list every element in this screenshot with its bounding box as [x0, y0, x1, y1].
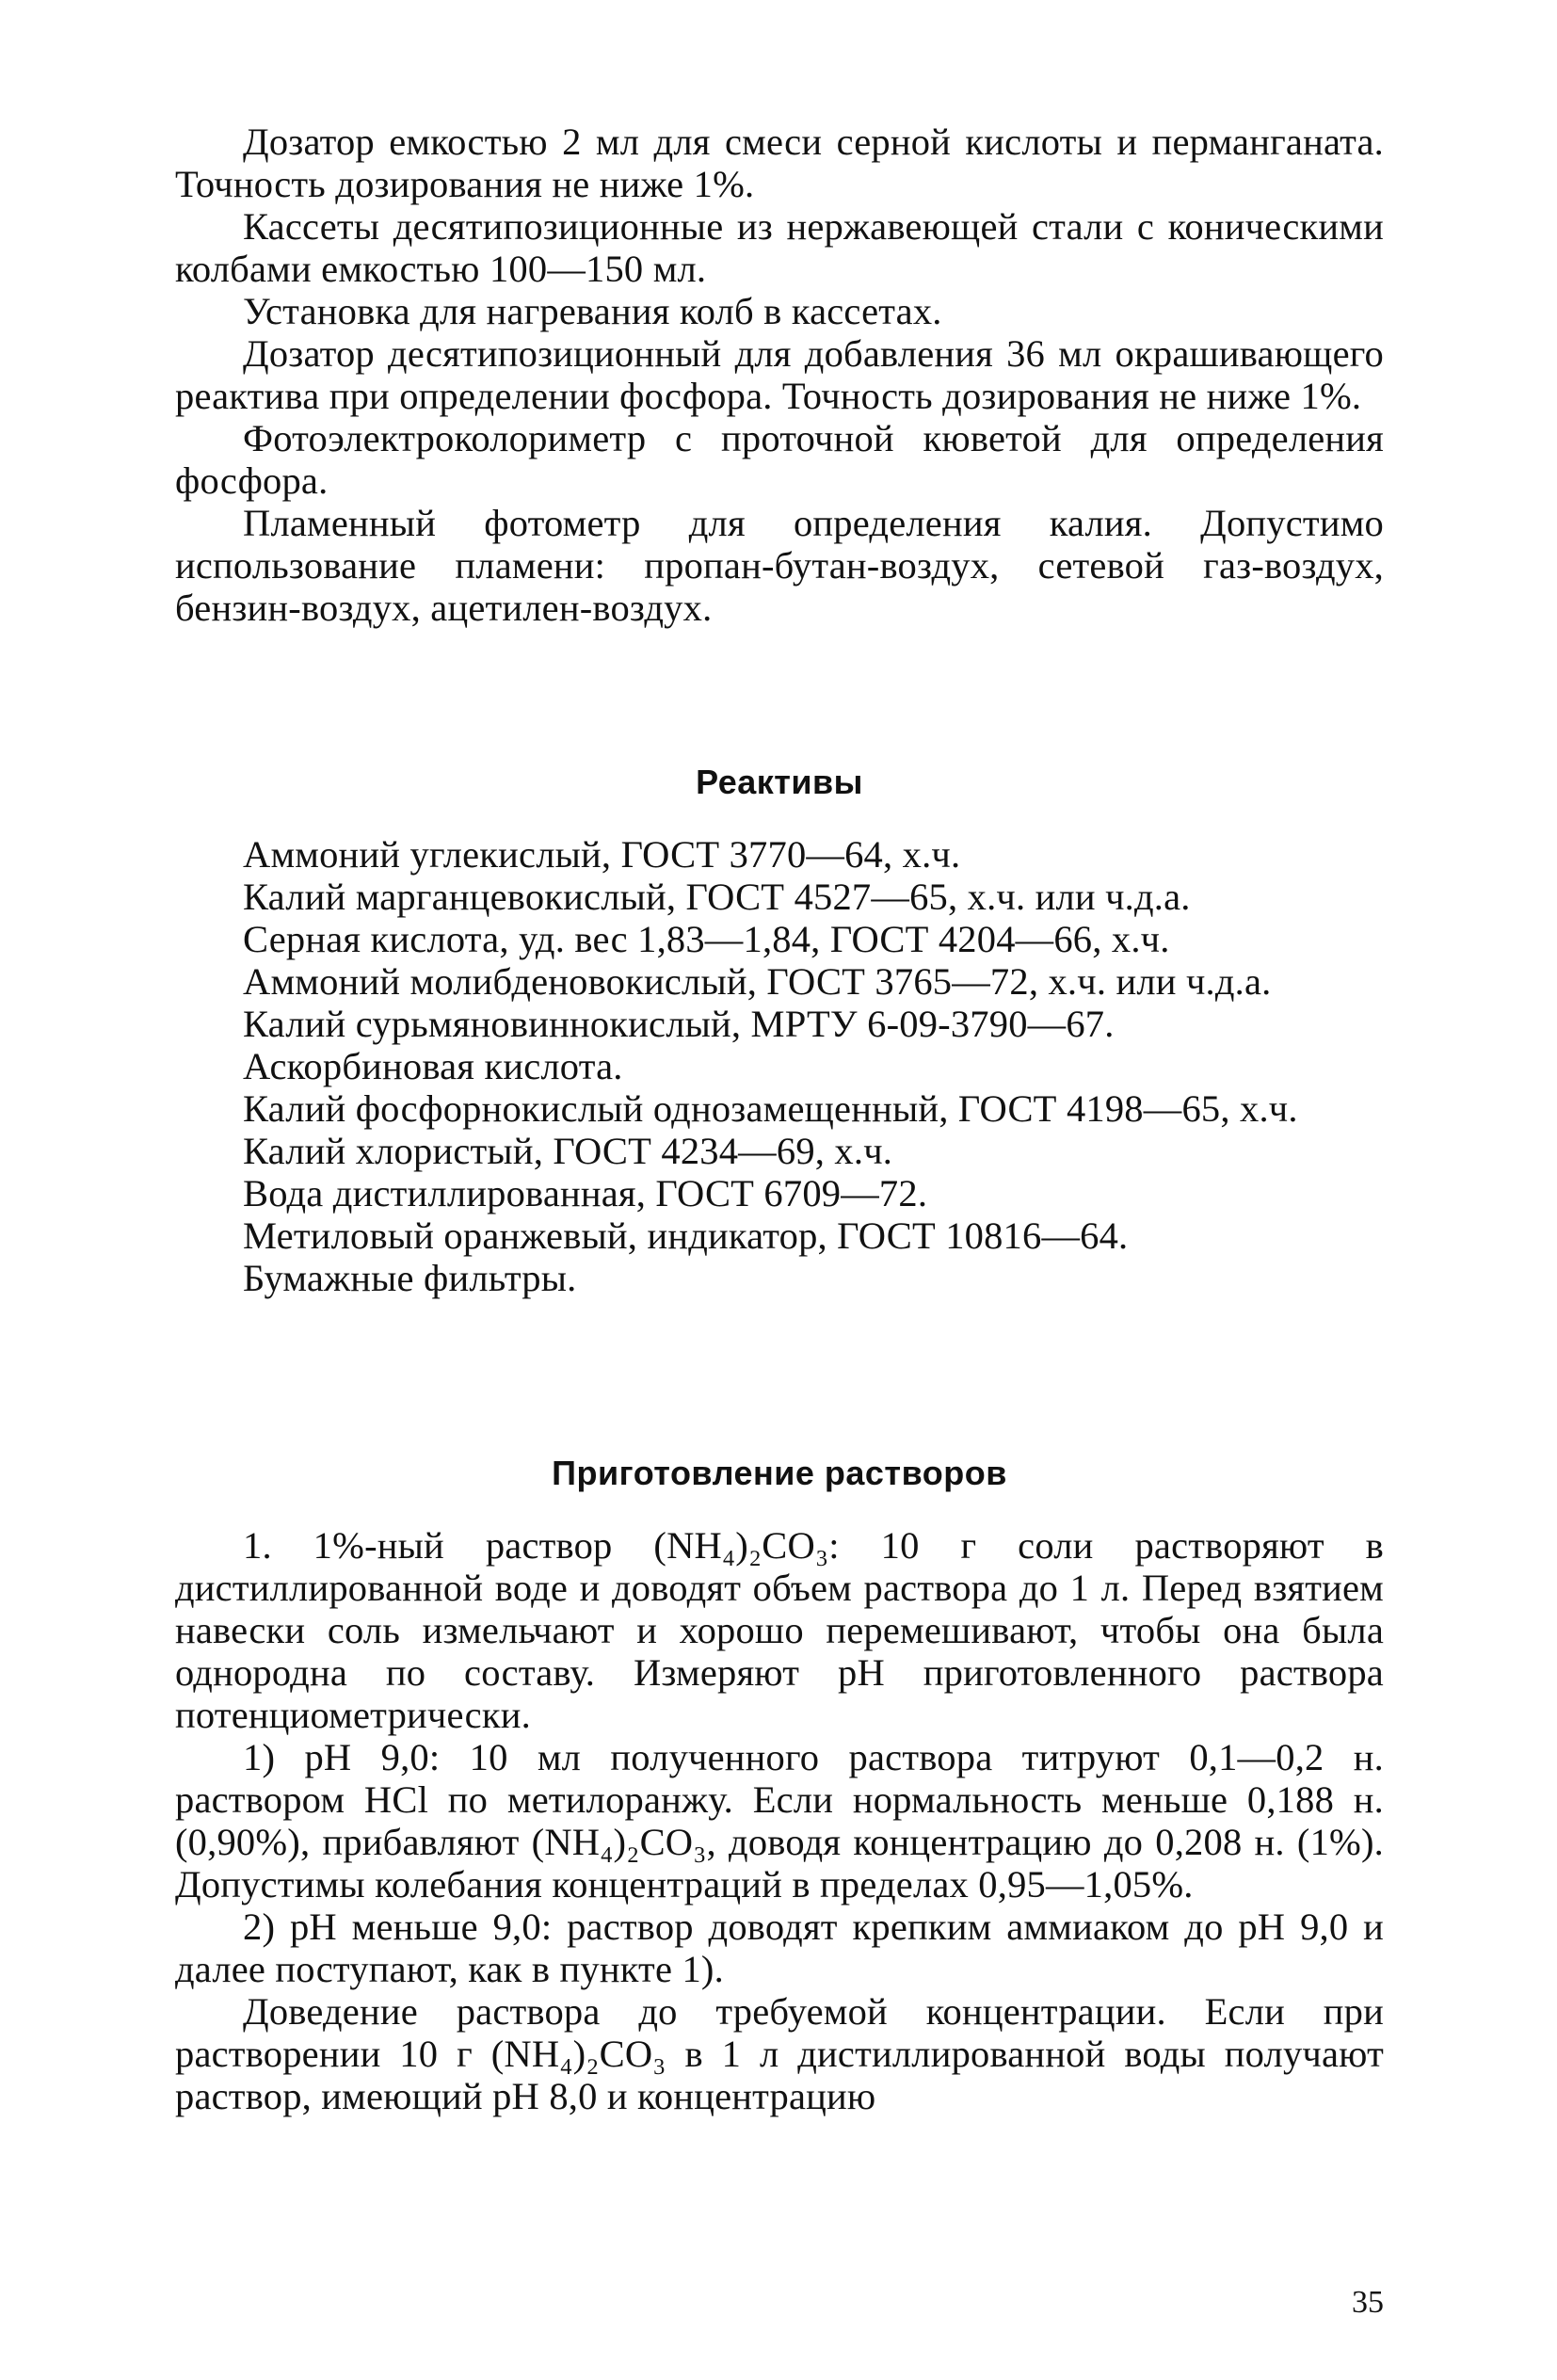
- reagent-item: Аммоний углекислый, ГОСТ 3770—64, х.ч.: [243, 833, 961, 876]
- equipment-list: [175, 121, 1384, 629]
- equipment-item: Пламенный фотометр для определения калия. Допустимо использование пламени: пропан-бутан-воздух, сетевой газ-воздух, бензин-воздух, ацетилен-воздух.: [175, 502, 1384, 629]
- equipment-item: Установка для нагревания колб в кассетах.: [243, 290, 942, 332]
- document-page: [175, 121, 1384, 2361]
- reagents-list: [175, 833, 1384, 1299]
- reagents-heading: Реактивы: [696, 763, 863, 801]
- reagent-item: Вода дистиллированная, ГОСТ 6709—72.: [243, 1172, 928, 1214]
- solution-paragraph: 1. 1%-ный раствор (NH₄)₂CO₃: 10 г соли растворяют в дистиллированной воде и доводят объем раствора до 1 л. Перед взятием навески соль измельчают и хорошо перемешивают, чтобы она была однородна по составу. Измеряют рН приготовленного раствора потенциометрически.: [175, 1524, 1384, 1736]
- solution-paragraph: 2) рН меньше 9,0: раствор доводят крепким аммиаком до рН 9,0 и далее поступают, как в пункте 1).: [175, 1906, 1384, 1990]
- solutions-text: [175, 1524, 1384, 2117]
- solution-paragraph: 1) рН 9,0: 10 мл полученного раствора титруют 0,1—0,2 н. раствором HCl по метилоранжу. Если нормальность меньше 0,188 н. (0,90%), прибавляют (NH₄)₂CO₃, доводя концентрацию до 0,208 н. (1%). Допустимы колебания концентраций в пределах 0,95—1,05%.: [175, 1736, 1384, 1906]
- equipment-item: Кассеты десятипозиционные из нержавеющей стали с коническими колбами емкостью 100—150 мл.: [175, 205, 1384, 290]
- reagent-item: Аммоний молибденовокислый, ГОСТ 3765—72, х.ч. или ч.д.а.: [243, 960, 1272, 1003]
- reagent-item: Калий марганцевокислый, ГОСТ 4527—65, х.ч. или ч.д.а.: [243, 876, 1191, 918]
- solutions-heading: Приготовление растворов: [552, 1454, 1007, 1492]
- equipment-item: Дозатор емкостью 2 мл для смеси серной кислоты и перманганата. Точность дозирования не ниже 1%.: [175, 121, 1384, 205]
- reagent-item: Метиловый оранжевый, индикатор, ГОСТ 10816—64.: [243, 1214, 1129, 1257]
- solution-paragraph: Доведение раствора до требуемой концентрации. Если при растворении 10 г (NH₄)₂CO₃ в 1 л дистиллированной воды получают раствор, имеющий рН 8,0 и концентрацию: [175, 1990, 1384, 2117]
- reagent-item: Бумажные фильтры.: [243, 1257, 577, 1299]
- reagent-item: Серная кислота, уд. вес 1,83—1,84, ГОСТ 4204—66, х.ч.: [243, 918, 1170, 960]
- reagent-item: Калий хлористый, ГОСТ 4234—69, х.ч.: [243, 1130, 893, 1172]
- reagent-item: Калий сурьмяновиннокислый, МРТУ 6-09-3790—67.: [243, 1003, 1115, 1045]
- equipment-item: Фотоэлектроколориметр с проточной кюветой для определения фосфора.: [175, 417, 1384, 502]
- page-number: 35: [1352, 2285, 1384, 2320]
- equipment-item: Дозатор десятипозиционный для добавления 36 мл окрашивающего реактива при определении фосфора. Точность дозирования не ниже 1%.: [175, 332, 1384, 417]
- reagent-item: Калий фосфорнокислый однозамещенный, ГОСТ 4198—65, х.ч.: [243, 1087, 1298, 1130]
- reagent-item: Аскорбиновая кислота.: [243, 1045, 623, 1087]
